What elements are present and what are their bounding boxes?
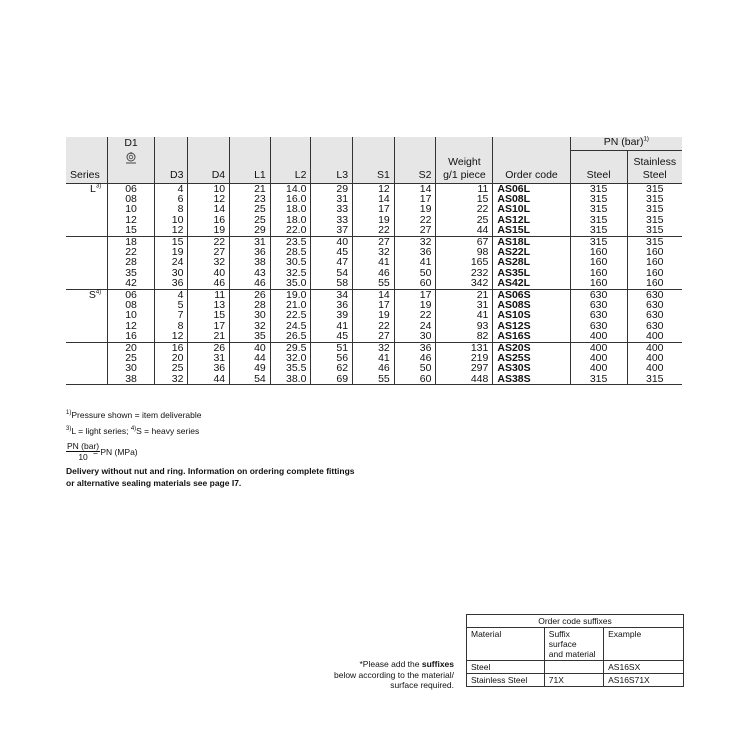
header-l1: L1 bbox=[230, 170, 271, 184]
series-cell bbox=[66, 194, 108, 204]
table-cell: 55 bbox=[353, 374, 395, 385]
table-cell: 315 bbox=[627, 225, 682, 236]
table-cell: AS25S bbox=[493, 353, 570, 363]
suffix-code-stainless: 71X bbox=[544, 674, 603, 687]
table-cell: 400 bbox=[627, 342, 682, 353]
header-weight-2: g/1 piece bbox=[436, 170, 493, 184]
table-cell: 160 bbox=[627, 257, 682, 267]
table-cell: 41 bbox=[353, 257, 395, 267]
series-cell bbox=[66, 268, 108, 278]
delivery-note: Delivery without nut and ring. Information on ordering complete fittings or alternative sealing materials see page I7. bbox=[66, 466, 355, 488]
table-cell: AS08L bbox=[493, 194, 570, 204]
table-cell: AS16S bbox=[493, 331, 570, 342]
table-cell: 43 bbox=[230, 268, 271, 278]
table-cell: 29.5 bbox=[270, 342, 311, 353]
table-cell: 17 bbox=[394, 289, 436, 300]
table-cell: 20 bbox=[154, 353, 188, 363]
table-cell: 32 bbox=[154, 374, 188, 385]
series-cell bbox=[66, 257, 108, 267]
header-d1: D1 bbox=[108, 137, 155, 151]
series-cell bbox=[66, 321, 108, 331]
table-cell: 315 bbox=[570, 215, 627, 225]
series-cell bbox=[66, 247, 108, 257]
table-cell: 15 bbox=[436, 194, 493, 204]
table-cell: 10 bbox=[108, 310, 155, 320]
table-cell: AS10L bbox=[493, 204, 570, 214]
table-cell: 28 bbox=[230, 300, 271, 310]
table-cell: 45 bbox=[311, 247, 353, 257]
table-cell: 11 bbox=[436, 183, 493, 194]
table-cell: 30 bbox=[394, 331, 436, 342]
table-cell: 49 bbox=[230, 363, 271, 373]
table-cell: 297 bbox=[436, 363, 493, 373]
table-cell: 4 bbox=[154, 183, 188, 194]
table-row bbox=[66, 374, 682, 385]
table-cell: 36 bbox=[394, 342, 436, 353]
table-cell: 24 bbox=[154, 257, 188, 267]
table-cell: 21 bbox=[188, 331, 230, 342]
table-cell: 35.5 bbox=[270, 363, 311, 373]
table-cell: 400 bbox=[627, 331, 682, 342]
table-cell: 40 bbox=[188, 268, 230, 278]
table-cell: 160 bbox=[627, 278, 682, 289]
table-cell: 15 bbox=[108, 225, 155, 236]
series-cell bbox=[66, 300, 108, 310]
table-cell: 08 bbox=[108, 194, 155, 204]
table-cell: 32.0 bbox=[270, 353, 311, 363]
table-cell: AS42L bbox=[493, 278, 570, 289]
table-cell: 31 bbox=[230, 236, 271, 247]
table-cell: 400 bbox=[627, 363, 682, 373]
table-cell: 10 bbox=[154, 215, 188, 225]
table-cell: 160 bbox=[570, 278, 627, 289]
table-cell: 630 bbox=[627, 300, 682, 310]
table-cell: 29 bbox=[311, 183, 353, 194]
table-cell: 315 bbox=[627, 204, 682, 214]
suffix-example-steel: AS16SX bbox=[604, 661, 684, 674]
table-cell: 11 bbox=[188, 289, 230, 300]
table-cell: 160 bbox=[570, 257, 627, 267]
table-cell: 10 bbox=[188, 183, 230, 194]
table-cell: 21 bbox=[436, 289, 493, 300]
table-cell: 160 bbox=[627, 268, 682, 278]
table-cell: 22 bbox=[353, 321, 395, 331]
table-cell: 26.5 bbox=[270, 331, 311, 342]
table-cell: AS06S bbox=[493, 289, 570, 300]
header-stainless-2: Steel bbox=[627, 170, 682, 184]
table-cell: 31 bbox=[436, 300, 493, 310]
table-cell: 44 bbox=[188, 374, 230, 385]
table-cell: 35.0 bbox=[270, 278, 311, 289]
table-cell: 18.0 bbox=[270, 215, 311, 225]
table-cell: 630 bbox=[570, 289, 627, 300]
table-cell: 7 bbox=[154, 310, 188, 320]
table-cell: 27 bbox=[394, 225, 436, 236]
table-cell: 98 bbox=[436, 247, 493, 257]
table-cell: 16 bbox=[154, 342, 188, 353]
table-cell: 400 bbox=[570, 331, 627, 342]
header-l2: L2 bbox=[270, 170, 311, 184]
table-cell: 41 bbox=[436, 310, 493, 320]
table-cell: 315 bbox=[627, 236, 682, 247]
table-cell: AS06L bbox=[493, 183, 570, 194]
table-cell: 06 bbox=[108, 183, 155, 194]
table-cell: 36 bbox=[230, 247, 271, 257]
table-cell: 38 bbox=[108, 374, 155, 385]
table-cell: 45 bbox=[311, 331, 353, 342]
table-cell: AS12S bbox=[493, 321, 570, 331]
series-cell bbox=[66, 278, 108, 289]
header-s1: S1 bbox=[353, 170, 395, 184]
table-cell: 630 bbox=[627, 289, 682, 300]
table-cell: 58 bbox=[311, 278, 353, 289]
table-cell: AS20S bbox=[493, 342, 570, 353]
table-cell: 315 bbox=[570, 236, 627, 247]
table-cell: 50 bbox=[394, 363, 436, 373]
table-cell: 25 bbox=[154, 363, 188, 373]
table-cell: 19 bbox=[188, 225, 230, 236]
pressure-conversion: = PN (MPa) bbox=[93, 447, 138, 457]
table-cell: 25 bbox=[230, 215, 271, 225]
header-stainless-1: Stainless bbox=[627, 151, 682, 170]
table-cell: 15 bbox=[154, 236, 188, 247]
table-cell: 19 bbox=[394, 300, 436, 310]
table-cell: 165 bbox=[436, 257, 493, 267]
suffix-header-example: Example bbox=[604, 628, 684, 661]
table-cell: 36 bbox=[188, 363, 230, 373]
header-pn: PN (bar)$^{1)}$ bbox=[570, 137, 682, 151]
table-cell: 27 bbox=[188, 247, 230, 257]
series-cell bbox=[66, 342, 108, 353]
table-cell: 27 bbox=[353, 236, 395, 247]
table-cell: 400 bbox=[570, 353, 627, 363]
suffix-code-steel bbox=[544, 661, 603, 674]
table-cell: 12 bbox=[353, 183, 395, 194]
table-cell: 19 bbox=[353, 310, 395, 320]
series-cell bbox=[66, 225, 108, 236]
table-cell: 60 bbox=[394, 374, 436, 385]
order-code-suffix-table bbox=[466, 614, 684, 687]
table-cell: 16.0 bbox=[270, 194, 311, 204]
table-cell: 630 bbox=[570, 300, 627, 310]
table-cell: 16 bbox=[108, 331, 155, 342]
table-cell: 400 bbox=[570, 342, 627, 353]
table-cell: 315 bbox=[627, 194, 682, 204]
table-cell: 30 bbox=[230, 310, 271, 320]
header-l3: L3 bbox=[311, 170, 353, 184]
series-cell bbox=[66, 353, 108, 363]
series-cell bbox=[66, 310, 108, 320]
table-row bbox=[66, 225, 682, 236]
suffix-header-suffix: Suffix surface and material bbox=[544, 628, 603, 661]
table-cell: 22 bbox=[394, 310, 436, 320]
table-cell: 56 bbox=[311, 353, 353, 363]
table-cell: 26 bbox=[230, 289, 271, 300]
d1-diagram-icon bbox=[108, 151, 155, 170]
table-cell: AS28L bbox=[493, 257, 570, 267]
header-s2: S2 bbox=[394, 170, 436, 184]
footnote-3-4: $^{3)}$L = light series; $^{4)}$S = heavy series bbox=[66, 426, 200, 436]
table-cell: 93 bbox=[436, 321, 493, 331]
table-cell: 23 bbox=[230, 194, 271, 204]
table-cell: 315 bbox=[570, 225, 627, 236]
table-cell: 30.5 bbox=[270, 257, 311, 267]
table-cell: 17 bbox=[353, 300, 395, 310]
table-cell: 41 bbox=[394, 257, 436, 267]
table-cell: 160 bbox=[627, 247, 682, 257]
table-cell: 315 bbox=[570, 183, 627, 194]
table-cell: 219 bbox=[436, 353, 493, 363]
table-cell: 35 bbox=[108, 268, 155, 278]
table-cell: 62 bbox=[311, 363, 353, 373]
header-d3: D3 bbox=[154, 170, 188, 184]
table-cell: 14 bbox=[353, 289, 395, 300]
table-cell: 46 bbox=[188, 278, 230, 289]
table-cell: 10 bbox=[108, 204, 155, 214]
table-cell: 315 bbox=[627, 374, 682, 385]
series-cell bbox=[66, 363, 108, 373]
table-cell: 44 bbox=[230, 353, 271, 363]
table-cell: 25 bbox=[108, 353, 155, 363]
table-cell: 8 bbox=[154, 321, 188, 331]
table-cell: AS10S bbox=[493, 310, 570, 320]
table-cell: 232 bbox=[436, 268, 493, 278]
table-cell: AS08S bbox=[493, 300, 570, 310]
table-cell: 14 bbox=[394, 183, 436, 194]
series-cell bbox=[66, 236, 108, 247]
table-row bbox=[66, 278, 682, 289]
footnote-1: $^{1)}$Pressure shown = item deliverable bbox=[66, 410, 202, 420]
table-cell: 31 bbox=[188, 353, 230, 363]
table-cell: 160 bbox=[570, 268, 627, 278]
table-cell: 46 bbox=[353, 268, 395, 278]
table-cell: 160 bbox=[570, 247, 627, 257]
table-cell: 22.0 bbox=[270, 225, 311, 236]
table-cell: 44 bbox=[436, 225, 493, 236]
table-cell: 12 bbox=[108, 321, 155, 331]
table-cell: 19 bbox=[353, 215, 395, 225]
table-row bbox=[66, 331, 682, 342]
table-cell: 32 bbox=[188, 257, 230, 267]
header-series: Series bbox=[66, 170, 108, 184]
table-cell: 67 bbox=[436, 236, 493, 247]
table-cell: AS18L bbox=[493, 236, 570, 247]
table-cell: 342 bbox=[436, 278, 493, 289]
table-cell: 630 bbox=[570, 321, 627, 331]
header-steel: Steel bbox=[570, 170, 627, 184]
table-cell: 12 bbox=[108, 215, 155, 225]
table-cell: 32 bbox=[353, 247, 395, 257]
table-cell: 12 bbox=[154, 225, 188, 236]
table-cell: 24 bbox=[394, 321, 436, 331]
table-cell: 39 bbox=[311, 310, 353, 320]
table-cell: 25 bbox=[230, 204, 271, 214]
pressure-fraction: PN (bar) 10 bbox=[67, 441, 100, 462]
table-cell: 8 bbox=[154, 204, 188, 214]
table-cell: 14.0 bbox=[270, 183, 311, 194]
table-cell: 18 bbox=[108, 236, 155, 247]
table-cell: 36 bbox=[394, 247, 436, 257]
header-d4: D4 bbox=[188, 170, 230, 184]
header-weight-1: Weight bbox=[436, 151, 493, 170]
table-cell: 630 bbox=[627, 310, 682, 320]
suffix-table-title: Order code suffixes bbox=[467, 615, 684, 628]
table-cell: 32 bbox=[394, 236, 436, 247]
table-cell: 630 bbox=[570, 310, 627, 320]
table-cell: 400 bbox=[627, 353, 682, 363]
table-body bbox=[66, 183, 682, 385]
series-cell: $S^{4)}$ bbox=[66, 289, 108, 300]
table-cell: 17 bbox=[188, 321, 230, 331]
table-cell: 28.5 bbox=[270, 247, 311, 257]
table-cell: AS12L bbox=[493, 215, 570, 225]
table-cell: 54 bbox=[230, 374, 271, 385]
series-cell: $L^{3)}$ bbox=[66, 183, 108, 194]
table-cell: 08 bbox=[108, 300, 155, 310]
table-cell: 17 bbox=[394, 194, 436, 204]
table-cell: 33 bbox=[311, 204, 353, 214]
table-cell: 28 bbox=[108, 257, 155, 267]
table-cell: 46 bbox=[394, 353, 436, 363]
table-cell: 32.5 bbox=[270, 268, 311, 278]
table-cell: 32 bbox=[353, 342, 395, 353]
table-cell: 24.5 bbox=[270, 321, 311, 331]
table-cell: 82 bbox=[436, 331, 493, 342]
series-cell bbox=[66, 215, 108, 225]
table-cell: 23.5 bbox=[270, 236, 311, 247]
table-cell: 22 bbox=[188, 236, 230, 247]
table-cell: 448 bbox=[436, 374, 493, 385]
table-cell: AS15L bbox=[493, 225, 570, 236]
suffix-material-stainless: Stainless Steel bbox=[467, 674, 545, 687]
table-cell: 41 bbox=[311, 321, 353, 331]
table-cell: 315 bbox=[627, 215, 682, 225]
table-cell: 315 bbox=[570, 194, 627, 204]
table-cell: 21.0 bbox=[270, 300, 311, 310]
table-cell: 22 bbox=[394, 215, 436, 225]
table-cell: 37 bbox=[311, 225, 353, 236]
table-cell: 30 bbox=[154, 268, 188, 278]
table-cell: 14 bbox=[353, 194, 395, 204]
table-cell: AS38S bbox=[493, 374, 570, 385]
table-cell: 38.0 bbox=[270, 374, 311, 385]
table-cell: 12 bbox=[188, 194, 230, 204]
table-cell: AS35L bbox=[493, 268, 570, 278]
table-cell: 5 bbox=[154, 300, 188, 310]
series-cell bbox=[66, 331, 108, 342]
table-cell: 22 bbox=[108, 247, 155, 257]
table-cell: 06 bbox=[108, 289, 155, 300]
table-cell: 131 bbox=[436, 342, 493, 353]
table-cell: 12 bbox=[154, 331, 188, 342]
table-cell: 36 bbox=[311, 300, 353, 310]
table-cell: 35 bbox=[230, 331, 271, 342]
table-cell: 19 bbox=[394, 204, 436, 214]
table-cell: 36 bbox=[154, 278, 188, 289]
table-cell: 21 bbox=[230, 183, 271, 194]
table-cell: 26 bbox=[188, 342, 230, 353]
table-cell: 630 bbox=[627, 321, 682, 331]
table-cell: 40 bbox=[311, 236, 353, 247]
table-header bbox=[66, 137, 682, 183]
specification-table bbox=[66, 137, 682, 385]
table-cell: 22.5 bbox=[270, 310, 311, 320]
table-cell: 14 bbox=[188, 204, 230, 214]
table-cell: AS22L bbox=[493, 247, 570, 257]
table-cell: 54 bbox=[311, 268, 353, 278]
table-cell: 20 bbox=[108, 342, 155, 353]
table-cell: 46 bbox=[230, 278, 271, 289]
table-cell: 47 bbox=[311, 257, 353, 267]
suffix-header-material: Material bbox=[467, 628, 545, 661]
table-cell: 6 bbox=[154, 194, 188, 204]
table-cell: 38 bbox=[230, 257, 271, 267]
table-cell: 4 bbox=[154, 289, 188, 300]
table-cell: 400 bbox=[570, 363, 627, 373]
table-cell: 42 bbox=[108, 278, 155, 289]
table-cell: 51 bbox=[311, 342, 353, 353]
table-cell: 19 bbox=[154, 247, 188, 257]
table-cell: 60 bbox=[394, 278, 436, 289]
suffix-example-stainless: AS16S71X bbox=[604, 674, 684, 687]
table-cell: 16 bbox=[188, 215, 230, 225]
table-cell: 30 bbox=[108, 363, 155, 373]
table-cell: 33 bbox=[311, 215, 353, 225]
header-order-code: Order code bbox=[493, 170, 570, 184]
table-cell: 34 bbox=[311, 289, 353, 300]
table-cell: 41 bbox=[353, 353, 395, 363]
table-cell: 40 bbox=[230, 342, 271, 353]
table-cell: 19.0 bbox=[270, 289, 311, 300]
table-cell: AS30S bbox=[493, 363, 570, 373]
table-cell: 32 bbox=[230, 321, 271, 331]
table-cell: 17 bbox=[353, 204, 395, 214]
table-cell: 315 bbox=[627, 183, 682, 194]
table-cell: 50 bbox=[394, 268, 436, 278]
table-cell: 55 bbox=[353, 278, 395, 289]
table-cell: 29 bbox=[230, 225, 271, 236]
table-cell: 18.0 bbox=[270, 204, 311, 214]
table-cell: 22 bbox=[353, 225, 395, 236]
suffix-material-steel: Steel bbox=[467, 661, 545, 674]
suffix-note: *Please add the suffixes below according to the material/ surface required. bbox=[333, 659, 454, 690]
table-cell: 315 bbox=[570, 204, 627, 214]
table-cell: 315 bbox=[570, 374, 627, 385]
table-cell: 25 bbox=[436, 215, 493, 225]
table-cell: 27 bbox=[353, 331, 395, 342]
table-cell: 46 bbox=[353, 363, 395, 373]
series-cell bbox=[66, 374, 108, 385]
table-cell: 69 bbox=[311, 374, 353, 385]
table-cell: 31 bbox=[311, 194, 353, 204]
series-cell bbox=[66, 204, 108, 214]
table-cell: 15 bbox=[188, 310, 230, 320]
table-cell: 22 bbox=[436, 204, 493, 214]
table-cell: 13 bbox=[188, 300, 230, 310]
